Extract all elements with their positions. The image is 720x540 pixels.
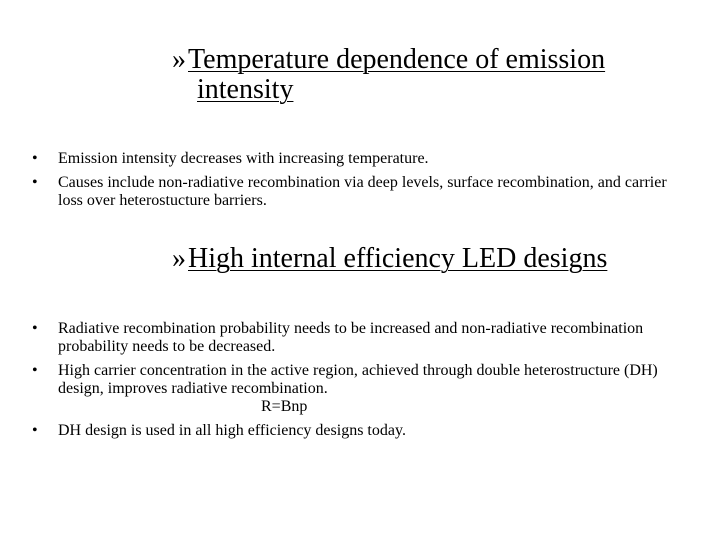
bullet-icon: •	[32, 320, 38, 337]
heading-temperature-dependence	[172, 45, 692, 105]
bullet-text: Emission intensity decreases with increasing temperature.	[58, 150, 429, 167]
heading-2-text: High internal efficiency LED designs	[188, 243, 608, 274]
bullet-text: DH design is used in all high efficiency designs today.	[58, 422, 406, 439]
bullet-list-temperature	[32, 150, 692, 216]
bullet-icon: •	[32, 174, 38, 191]
formula-text: R=Bnp	[261, 398, 308, 415]
heading-led-designs	[172, 244, 712, 274]
heading-1-line-2: intensity	[197, 74, 294, 105]
bullet-list-led-designs	[32, 320, 692, 446]
list-item	[32, 150, 692, 168]
bullet-text: Radiative recombination probability needs to be increased and non-radiative recombination probability needs to be decreased.	[58, 320, 644, 355]
list-item	[32, 174, 692, 210]
list-item	[32, 320, 692, 356]
heading-marker-2: »	[172, 243, 186, 274]
list-item	[32, 422, 692, 440]
heading-1-line-1: Temperature dependence of emission	[188, 44, 606, 75]
bullet-icon: •	[32, 150, 38, 167]
heading-marker-1: »	[172, 44, 186, 75]
bullet-text: Causes include non-radiative recombination via deep levels, surface recombination, and carrier loss over heterostucture barriers.	[58, 174, 667, 209]
bullet-text: High carrier concentration in the active region, achieved through double heterostructure (DH) design, improves radiative recombination.	[58, 362, 658, 397]
bullet-icon: •	[32, 362, 38, 379]
list-item	[32, 362, 692, 416]
bullet-icon: •	[32, 422, 38, 439]
